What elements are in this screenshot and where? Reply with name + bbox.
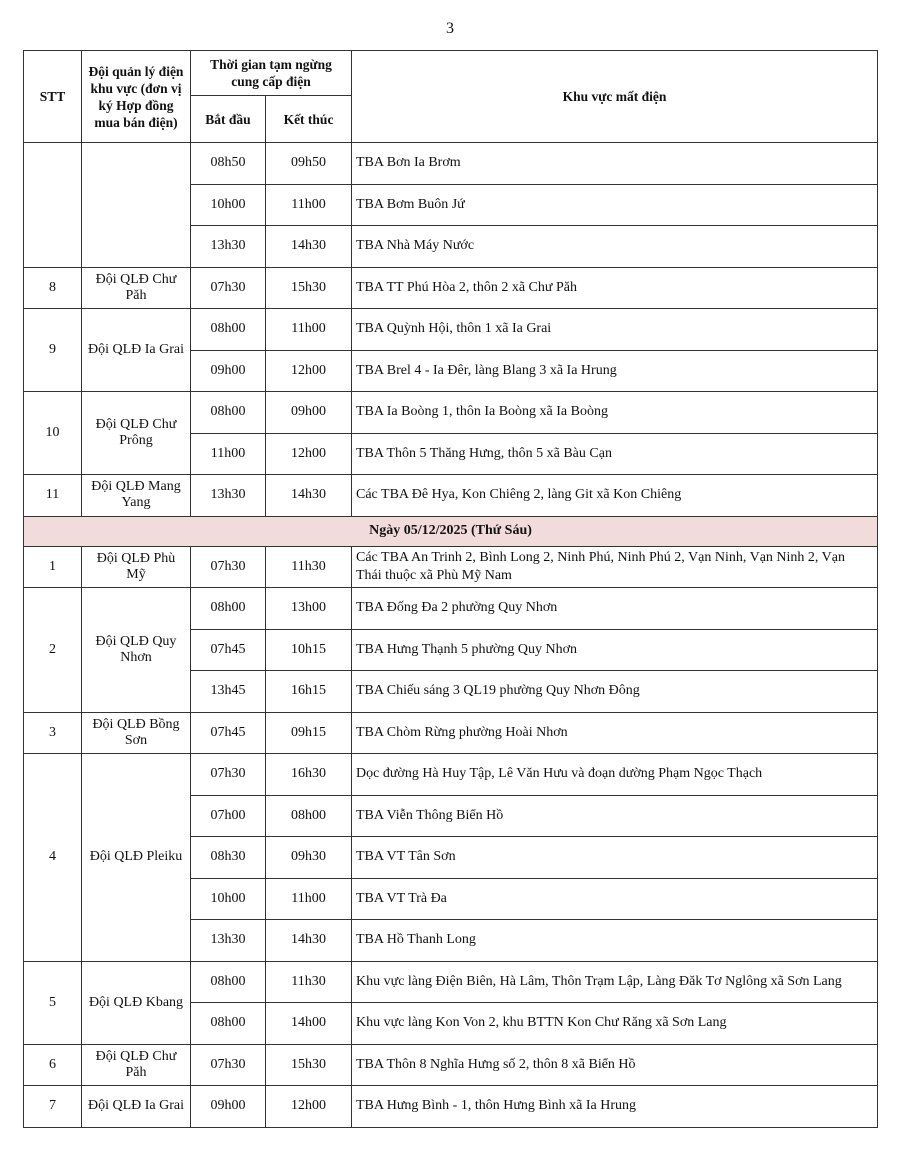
unit-cell: Đội QLĐ Kbang <box>82 961 191 1044</box>
header-time-group: Thời gian tạm ngừng cung cấp điện <box>191 51 352 96</box>
end-cell: 16h15 <box>266 671 352 713</box>
start-cell: 08h00 <box>191 961 266 1003</box>
unit-cell: Đội QLĐ Chư Păh <box>82 1044 191 1086</box>
table-row <box>24 1086 878 1128</box>
area-cell: TBA Chòm Rừng phường Hoài Nhơn <box>352 712 878 754</box>
area-cell: TBA Hưng Thạnh 5 phường Quy Nhơn <box>352 629 878 671</box>
end-cell: 11h30 <box>266 546 352 588</box>
end-cell: 09h30 <box>266 837 352 879</box>
start-cell: 13h30 <box>191 475 266 517</box>
start-cell: 07h30 <box>191 1044 266 1086</box>
table-row <box>24 961 878 1003</box>
start-cell: 09h00 <box>191 350 266 392</box>
stt-cell: 1 <box>24 546 82 588</box>
end-cell: 08h00 <box>266 795 352 837</box>
stt-cell: 6 <box>24 1044 82 1086</box>
area-cell: TBA Brel 4 - Ia Đêr, làng Blang 3 xã Ia Hrung <box>352 350 878 392</box>
area-cell: TBA VT Trà Đa <box>352 878 878 920</box>
start-cell: 13h45 <box>191 671 266 713</box>
unit-cell: Đội QLĐ Pleiku <box>82 754 191 962</box>
start-cell: 08h50 <box>191 143 266 185</box>
date-section-row <box>24 516 878 546</box>
start-cell: 08h00 <box>191 588 266 630</box>
table-row <box>24 712 878 754</box>
stt-cell: 10 <box>24 392 82 475</box>
area-cell: TBA Đống Đa 2 phường Quy Nhơn <box>352 588 878 630</box>
area-cell: Khu vực làng Điện Biên, Hà Lâm, Thôn Trạm Lập, Làng Đăk Tơ Nglông xã Sơn Lang <box>352 961 878 1003</box>
start-cell: 08h00 <box>191 309 266 351</box>
end-cell: 14h30 <box>266 475 352 517</box>
start-cell: 13h30 <box>191 226 266 268</box>
area-cell: TBA Ia Boòng 1, thôn Ia Boòng xã Ia Boòng <box>352 392 878 434</box>
end-cell: 09h50 <box>266 143 352 185</box>
unit-cell: Đội QLĐ Phù Mỹ <box>82 546 191 588</box>
stt-cell: 7 <box>24 1086 82 1128</box>
start-cell: 08h30 <box>191 837 266 879</box>
area-cell: TBA Viễn Thông Biển Hồ <box>352 795 878 837</box>
start-cell: 11h00 <box>191 433 266 475</box>
end-cell: 11h00 <box>266 309 352 351</box>
area-cell: TBA Thôn 8 Nghĩa Hưng số 2, thôn 8 xã Biển Hồ <box>352 1044 878 1086</box>
unit-cell: Đội QLĐ Chư Prông <box>82 392 191 475</box>
date-section-label: Ngày 05/12/2025 (Thứ Sáu) <box>24 516 878 546</box>
power-outage-schedule-table <box>23 50 878 1128</box>
start-cell: 09h00 <box>191 1086 266 1128</box>
start-cell: 07h30 <box>191 267 266 309</box>
end-cell: 11h30 <box>266 961 352 1003</box>
header-unit: Đội quản lý điện khu vực (đơn vị ký Hợp đồng mua bán điện) <box>82 51 191 143</box>
end-cell: 15h30 <box>266 1044 352 1086</box>
end-cell: 12h00 <box>266 1086 352 1128</box>
page-number: 3 <box>446 20 454 37</box>
area-cell: TBA Hồ Thanh Long <box>352 920 878 962</box>
area-cell: Các TBA An Trinh 2, Bình Long 2, Ninh Phú, Ninh Phú 2, Vạn Ninh, Vạn Ninh 2, Vạn Thái thuộc xã Phù Mỹ Nam <box>352 546 878 588</box>
end-cell: 12h00 <box>266 433 352 475</box>
unit-cell: Đội QLĐ Quy Nhơn <box>82 588 191 713</box>
end-cell: 16h30 <box>266 754 352 796</box>
stt-cell <box>24 143 82 268</box>
start-cell: 07h30 <box>191 754 266 796</box>
start-cell: 08h00 <box>191 1003 266 1045</box>
stt-cell: 5 <box>24 961 82 1044</box>
unit-cell: Đội QLĐ Ia Grai <box>82 1086 191 1128</box>
end-cell: 12h00 <box>266 350 352 392</box>
start-cell: 10h00 <box>191 184 266 226</box>
area-cell: Các TBA Đê Hya, Kon Chiêng 2, làng Git xã Kon Chiêng <box>352 475 878 517</box>
table-row <box>24 475 878 517</box>
area-cell: Khu vực làng Kon Von 2, khu BTTN Kon Chư Răng xã Sơn Lang <box>352 1003 878 1045</box>
table-row <box>24 267 878 309</box>
start-cell: 10h00 <box>191 878 266 920</box>
table-row <box>24 754 878 796</box>
end-cell: 15h30 <box>266 267 352 309</box>
stt-cell: 11 <box>24 475 82 517</box>
area-cell: TBA Quỳnh Hội, thôn 1 xã Ia Grai <box>352 309 878 351</box>
end-cell: 14h00 <box>266 1003 352 1045</box>
stt-cell: 8 <box>24 267 82 309</box>
area-cell: TBA Chiếu sáng 3 QL19 phường Quy Nhơn Đông <box>352 671 878 713</box>
area-cell: TBA Bơm Buôn Jứ <box>352 184 878 226</box>
stt-cell: 9 <box>24 309 82 392</box>
area-cell: TBA Hưng Bình - 1, thôn Hưng Bình xã Ia Hrung <box>352 1086 878 1128</box>
header-start: Bắt đầu <box>191 96 266 143</box>
area-cell: TBA Bơn Ia Brơm <box>352 143 878 185</box>
header-stt: STT <box>24 51 82 143</box>
end-cell: 13h00 <box>266 588 352 630</box>
area-cell: TBA TT Phú Hòa 2, thôn 2 xã Chư Păh <box>352 267 878 309</box>
header-area: Khu vực mất điện <box>352 51 878 143</box>
end-cell: 11h00 <box>266 878 352 920</box>
end-cell: 09h00 <box>266 392 352 434</box>
start-cell: 13h30 <box>191 920 266 962</box>
unit-cell: Đội QLĐ Bồng Sơn <box>82 712 191 754</box>
area-cell: Dọc đường Hà Huy Tập, Lê Văn Hưu và đoạn dường Phạm Ngọc Thạch <box>352 754 878 796</box>
unit-cell <box>82 143 191 268</box>
start-cell: 07h30 <box>191 546 266 588</box>
end-cell: 09h15 <box>266 712 352 754</box>
start-cell: 07h45 <box>191 629 266 671</box>
table-row <box>24 588 878 630</box>
stt-cell: 2 <box>24 588 82 713</box>
table-row <box>24 392 878 434</box>
start-cell: 07h00 <box>191 795 266 837</box>
header-end: Kết thúc <box>266 96 352 143</box>
table-row <box>24 1044 878 1086</box>
area-cell: TBA VT Tân Sơn <box>352 837 878 879</box>
start-cell: 07h45 <box>191 712 266 754</box>
end-cell: 10h15 <box>266 629 352 671</box>
stt-cell: 4 <box>24 754 82 962</box>
table-row <box>24 309 878 351</box>
stt-cell: 3 <box>24 712 82 754</box>
table-row <box>24 546 878 588</box>
unit-cell: Đội QLĐ Mang Yang <box>82 475 191 517</box>
unit-cell: Đội QLĐ Ia Grai <box>82 309 191 392</box>
area-cell: TBA Nhà Máy Nước <box>352 226 878 268</box>
end-cell: 14h30 <box>266 226 352 268</box>
table-row <box>24 143 878 185</box>
start-cell: 08h00 <box>191 392 266 434</box>
end-cell: 14h30 <box>266 920 352 962</box>
end-cell: 11h00 <box>266 184 352 226</box>
unit-cell: Đội QLĐ Chư Păh <box>82 267 191 309</box>
area-cell: TBA Thôn 5 Thăng Hưng, thôn 5 xã Bàu Cạn <box>352 433 878 475</box>
